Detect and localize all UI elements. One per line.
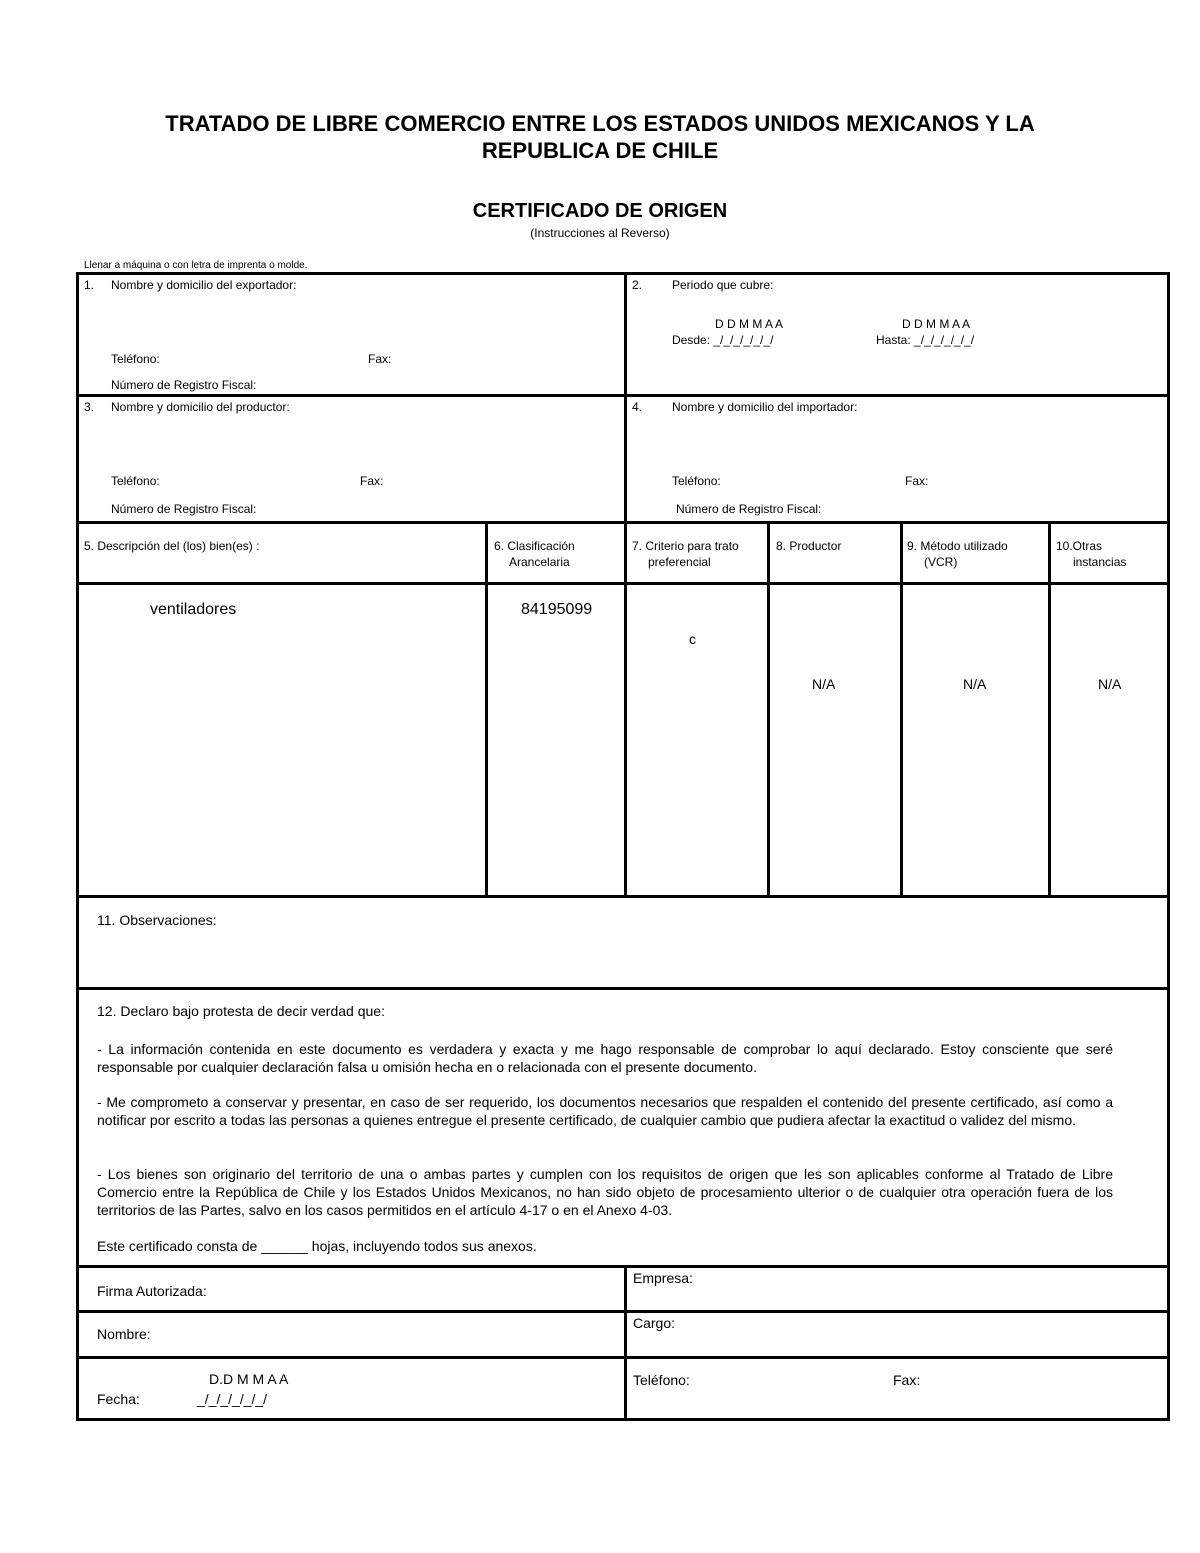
position-label: Cargo: <box>633 1315 676 1331</box>
goods-producer: N/A <box>812 676 836 692</box>
signature-fax-label: Fax: <box>893 1372 921 1388</box>
goods-method: N/A <box>963 676 987 692</box>
period-label: Periodo que cubre: <box>672 278 774 292</box>
box4-number: 4. <box>632 400 643 414</box>
header-criterion-2: preferencial <box>648 555 711 569</box>
header-description: 5. Descripción del (los) bien(es) : <box>84 539 260 553</box>
treaty-title-line2: REPUBLICA DE CHILE <box>481 138 719 163</box>
exporter-fax-label: Fax: <box>368 352 392 366</box>
observations-label: 11. Observaciones: <box>97 912 217 928</box>
box1-number: 1. <box>84 278 95 292</box>
producer-label: Nombre y domicilio del productor: <box>111 400 290 414</box>
date-format: D.D M M A A <box>209 1371 289 1387</box>
exporter-phone-label: Teléfono: <box>111 352 160 366</box>
date-field: _/_/_/_/_/_/ <box>197 1391 268 1407</box>
signature-phone-label: Teléfono: <box>633 1372 690 1388</box>
header-criterion-1: 7. Criterio para trato <box>632 539 739 553</box>
header-classification-1: 6. Clasificación <box>494 539 575 553</box>
producer-phone-label: Teléfono: <box>111 474 160 488</box>
header-classification-2: Arancelaria <box>509 555 570 569</box>
goods-other: N/A <box>1098 676 1122 692</box>
treaty-title-line1: TRATADO DE LIBRE COMERCIO ENTRE LOS ESTADOS UNIDOS MEXICANOS Y LA <box>165 111 1035 136</box>
box2-number: 2. <box>632 278 643 292</box>
period-to-field: Hasta: _/_/_/_/_/_/ <box>876 333 975 347</box>
header-method-1: 9. Método utilizado <box>907 539 1008 553</box>
header-method-2: (VCR) <box>924 555 958 569</box>
header-producer: 8. Productor <box>776 539 842 553</box>
declaration-paragraph-3: - Los bienes son originario del territorio de una o ambas partes y cumplen con los requisitos de origen que les son aplicables conforme al Tratado de Libre Comercio entre la República de Chile y los Estados Unidos Mexicanos, no han sido objeto de procesamiento ulterior o de cualquier otra operación fuera de los territorios de las Partes, salvo en los casos permitidos en el artículo 4-17 o en el Anexo 4-03. <box>97 1166 1113 1218</box>
declaration-label: 12. Declaro bajo protesta de decir verdad que: <box>97 1003 385 1019</box>
name-label: Nombre: <box>97 1326 151 1342</box>
instructions-note: (Instrucciones al Reverso) <box>530 226 670 240</box>
producer-tax-id-label: Número de Registro Fiscal: <box>111 502 257 516</box>
importer-label: Nombre y domicilio del importador: <box>672 400 858 414</box>
importer-phone-label: Teléfono: <box>672 474 721 488</box>
exporter-label: Nombre y domicilio del exportador: <box>111 278 297 292</box>
header-other-2: instancias <box>1073 555 1127 569</box>
importer-tax-id-label: Número de Registro Fiscal: <box>676 502 822 516</box>
goods-classification: 84195099 <box>521 601 593 618</box>
declaration-page-count: Este certificado consta de ______ hojas, incluyendo todos sus anexos. <box>97 1238 537 1254</box>
company-label: Empresa: <box>633 1270 693 1286</box>
importer-fax-label: Fax: <box>905 474 929 488</box>
goods-description: ventiladores <box>150 601 237 618</box>
header-other-1: 10.Otras <box>1056 539 1103 553</box>
declaration-paragraph-2: - Me comprometo a conservar y presentar, en caso de ser requerido, los documentos necesarios que respalden el contenido del presente certificado, así como a notificar por escrito a todas las personas a quienes entregue el presente certificado, de cualquier cambio que pudiera afectar la exactitud o validez del mismo. <box>97 1094 1113 1128</box>
producer-fax-label: Fax: <box>360 474 384 488</box>
period-from-format: D D M M A A <box>715 317 784 331</box>
form-title: CERTIFICADO DE ORIGEN <box>472 200 728 222</box>
fill-note: Llenar a máquina o con letra de imprenta o molde. <box>84 260 308 271</box>
date-label: Fecha: <box>97 1391 140 1407</box>
exporter-tax-id-label: Número de Registro Fiscal: <box>111 378 257 392</box>
box3-number: 3. <box>84 400 95 414</box>
goods-criterion: c <box>689 631 696 647</box>
authorized-signature-label: Firma Autorizada: <box>97 1283 207 1299</box>
period-to-format: D D M M A A <box>902 317 971 331</box>
declaration-paragraph-1: - La información contenida en este documento es verdadera y exacta y me hago responsable de comprobar lo aquí declarado. Estoy consciente que seré responsable por cualquier declaración falsa u omisión hecha en o relacionada con el presente documento. <box>97 1041 1113 1075</box>
period-from-field: Desde: _/_/_/_/_/_/ <box>672 333 774 347</box>
